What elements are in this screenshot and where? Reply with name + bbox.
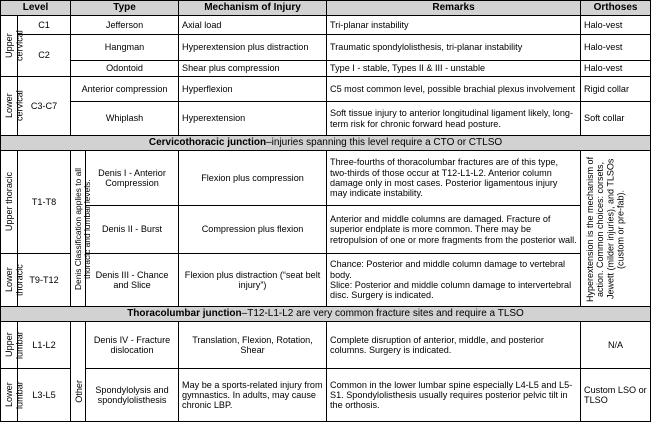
- header-row: [1, 1, 651, 16]
- orthoses-cell: Custom LSO or TLSO: [581, 369, 651, 422]
- table-row: [1, 16, 651, 35]
- mechanism-cell: Flexion plus compression: [179, 151, 327, 206]
- type-cell: Hangman: [71, 35, 179, 61]
- denis-note: Denis Classification applies to all thoracic and lumbar levels.: [73, 167, 92, 290]
- table-row: [1, 61, 651, 77]
- table-row: [1, 151, 651, 206]
- type-cell: Anterior compression: [71, 77, 179, 102]
- group-label: Lower lumbar: [4, 381, 25, 409]
- band-title: Thoracolumbar junction: [127, 308, 242, 320]
- group-upper-thoracic: [1, 151, 18, 254]
- header-level: Level: [1, 1, 71, 16]
- level-cell: T9-T12: [18, 254, 71, 307]
- remarks-cell: Anterior and middle columns are damaged. Fracture of superior endplate is more common. There may be retropulsion of one or more fragments from the posterior wall.: [327, 206, 581, 254]
- remarks-cell: C5 most common level, possible brachial plexus involvement: [327, 77, 581, 102]
- orthoses-cell: Halo-vest: [581, 61, 651, 77]
- remarks-cell: Soft tissue injury to anterior longitudinal ligament likely, long-term risk for chronic forward head posture.: [327, 102, 581, 136]
- mechanism-cell: Hyperextension: [179, 102, 327, 136]
- level-cell: C3-C7: [18, 77, 71, 136]
- type-cell: Spondylolysis and spondylolisthesis: [86, 369, 179, 422]
- remarks-cell: Common in the lower lumbar spine especially L4-L5 and L5-S1. Spondylolisthesis usually requires posterior pelvic tilt in the orthosis.: [327, 369, 581, 422]
- group-label: Lower cervical: [4, 90, 25, 122]
- band-text: –T12-L1-L2 are very common fracture sites and require a TLSO: [241, 308, 524, 320]
- remarks-cell: Three-fourths of thoracolumbar fractures are of this type, two-thirds of those occur at T12-L1-L2. Anterior column damage only in most cases. Posterior ligamentous injury may indicate instability.: [327, 151, 581, 206]
- remarks-cell: Complete disruption of anterior, middle, and posterior columns. Surgery is indicated.: [327, 322, 581, 369]
- group-upper-lumbar: [1, 322, 25, 369]
- group-label: Lower thoracic: [4, 264, 25, 296]
- group-lower-lumbar: [1, 369, 25, 422]
- table-row: [1, 35, 651, 61]
- mechanism-cell: Translation, Flexion, Rotation, Shear: [179, 322, 327, 369]
- orthoses-cell: N/A: [581, 322, 651, 369]
- band-title: Cervicothoracic junction: [148, 137, 267, 149]
- table-row: [1, 254, 651, 307]
- group-upper-cervical: [1, 16, 25, 77]
- level-cell: T1-T8: [18, 151, 71, 254]
- mechanism-cell: Hyperextension plus distraction: [179, 35, 327, 61]
- orthoses-cell: Halo-vest: [581, 16, 651, 35]
- mechanism-cell: Compression plus flexion: [179, 206, 327, 254]
- level-cell: L3-L5: [18, 369, 71, 422]
- remarks-slice: Slice: Posterior and middle column damage to intervertebral disc. Surgery is indicated.: [330, 280, 572, 301]
- type-cell: Denis II - Burst: [86, 206, 179, 254]
- remarks-cell: Traumatic spondylolisthesis, tri-planar instability: [327, 35, 581, 61]
- header-mechanism: Mechanism of Injury: [179, 1, 327, 16]
- table-row: [1, 77, 651, 102]
- orthoses-cell: Soft collar: [581, 102, 651, 136]
- table-row: [1, 206, 651, 254]
- orthoses-cell: Rigid collar: [581, 77, 651, 102]
- thoracolumbar-band-row: [1, 307, 651, 322]
- mechanism-cell: Axial load: [179, 16, 327, 35]
- other-label-cell: [71, 322, 86, 422]
- group-lower-thoracic: [1, 254, 25, 307]
- other-label: Other: [74, 380, 85, 403]
- type-cell: Denis III - Chance and Slice: [86, 254, 179, 307]
- header-orthoses: Orthoses: [581, 1, 651, 16]
- group-label: Upper cervical: [4, 30, 25, 62]
- group-label: Upper lumbar: [4, 331, 25, 359]
- level-cell: C1: [18, 16, 71, 35]
- cervicothoracic-band-row: [1, 136, 651, 151]
- header-type: Type: [71, 1, 179, 16]
- type-cell: Jefferson: [71, 16, 179, 35]
- orthoses-cell: Halo-vest: [581, 35, 651, 61]
- table-row: [1, 369, 651, 422]
- type-cell: Odontoid: [71, 61, 179, 77]
- mechanism-cell: Shear plus compression: [179, 61, 327, 77]
- type-cell: Whiplash: [71, 102, 179, 136]
- remarks-cell: Type I - stable, Types II & III - unstable: [327, 61, 581, 77]
- remarks-cell: [327, 254, 581, 307]
- thoracolumbar-band: [1, 307, 651, 322]
- remarks-cell: Tri-planar instability: [327, 16, 581, 35]
- type-cell: Denis IV - Fracture dislocation: [86, 322, 179, 369]
- group-label: Upper thoracic: [4, 172, 14, 232]
- band-text: –injuries spanning this level require a CTO or CTLSO: [266, 137, 503, 149]
- mechanism-cell: Hyperflexion: [179, 77, 327, 102]
- mechanism-cell: Flexion plus distraction (“seat belt injury”): [179, 254, 327, 307]
- remarks-chance: Chance: Posterior and middle column damage to vertebral body.: [330, 259, 566, 280]
- table-row: [1, 322, 651, 369]
- header-remarks: Remarks: [327, 1, 581, 16]
- mechanism-cell: May be a sports-related injury from gymnastics. In adults, may cause chronic LBP.: [179, 369, 327, 422]
- type-cell: Denis I - Anterior Compression: [86, 151, 179, 206]
- table-row: [1, 102, 651, 136]
- level-cell: L1-L2: [18, 322, 71, 369]
- denis-note-cell: [71, 151, 92, 307]
- cervicothoracic-band: [1, 136, 651, 151]
- thoracic-orthoses-note: Hyperextension is the mechanism of action. Common choices: corsets, Jewett (milder injuries), and TLSOs (custom or pre-fab).: [584, 155, 625, 302]
- thoracic-orthoses-cell: [581, 151, 651, 307]
- level-cell: C2: [18, 35, 71, 77]
- group-lower-cervical: [1, 77, 25, 136]
